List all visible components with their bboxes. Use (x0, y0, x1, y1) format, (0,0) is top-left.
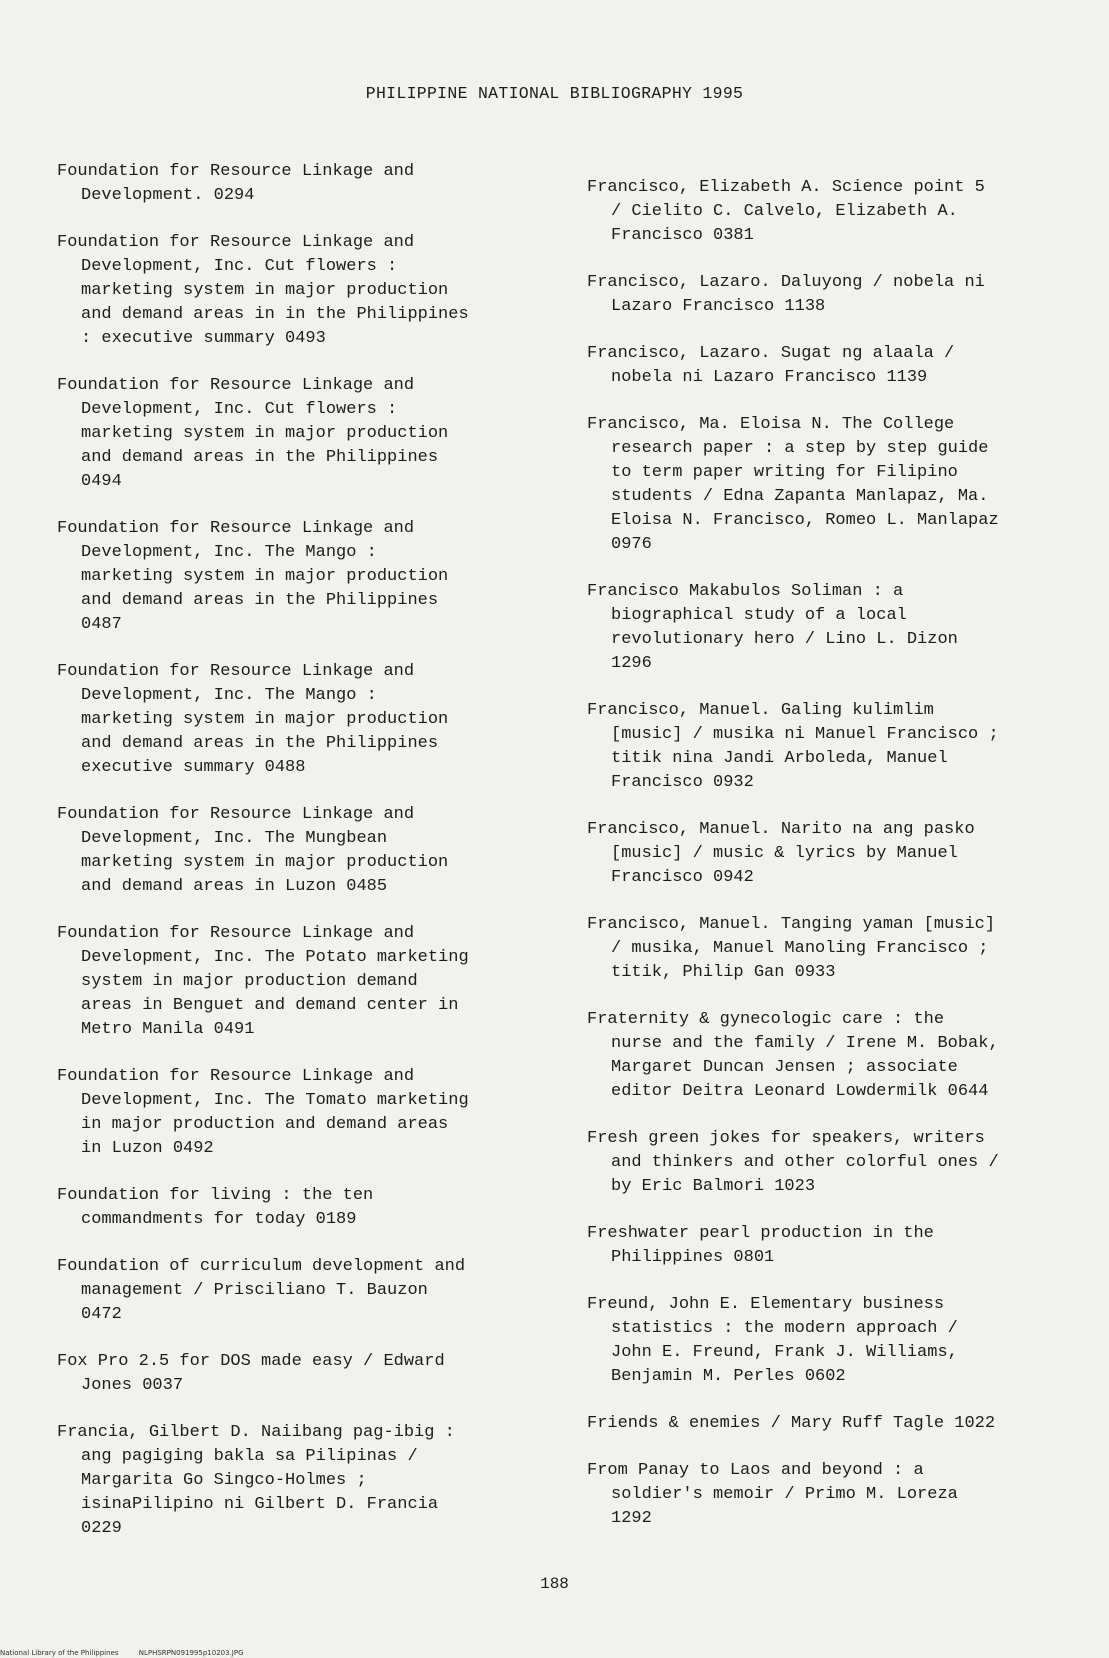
bibliography-entry: Francisco, Elizabeth A. Science point 5 / Cielito C. Calvelo, Elizabeth A. Francisco 0381 (587, 178, 985, 245)
bibliography-entry: Foundation for living : the ten commandments for today 0189 (57, 1186, 374, 1229)
footer-library: National Library of the Philippines (0, 1649, 119, 1657)
bibliography-entry: From Panay to Laos and beyond : a soldier's memoir / Primo M. Loreza 1292 (587, 1461, 958, 1528)
bibliography-entry: Foundation for Resource Linkage and Development, Inc. The Mango : marketing system in major production and demand areas in the Philippines 0487 (57, 519, 449, 634)
bibliography-entry: Foundation for Resource Linkage and Development, Inc. The Tomato marketing in major production and demand areas in Luzon 0492 (57, 1067, 469, 1158)
left-column (57, 160, 562, 1564)
bibliography-entry: Foundation for Resource Linkage and Development, Inc. Cut flowers : marketing system in major production and demand areas in in the Philippines : executive summary 0493 (57, 233, 469, 348)
bibliography-entry: Foundation for Resource Linkage and Development, Inc. The Mango : marketing system in major production and demand areas in the Philippines executive summary 0488 (57, 662, 449, 777)
page-title: PHILIPPINE NATIONAL BIBLIOGRAPHY 1995 (365, 84, 744, 103)
bibliography-entry: Francisco, Ma. Eloisa N. The College research paper : a step by step guide to term paper writing for Filipino students / Edna Zapanta Manlapaz, Ma. Eloisa N. Francisco, Romeo L. Manlapaz 0976 (587, 415, 999, 554)
bibliography-entry: Foundation of curriculum development and management / Prisciliano T. Bauzon 0472 (57, 1257, 466, 1324)
bibliography-entry: Fox Pro 2.5 for DOS made easy / Edward Jones 0037 (57, 1352, 445, 1395)
bibliography-entry: Francia, Gilbert D. Naiibang pag-ibig : ang pagiging bakla sa Pilipinas / Margarita Go Singco-Holmes ; isinaPilipino ni Gilbert D. Francia 0229 (57, 1423, 455, 1538)
bibliography-entry: Francisco Makabulos Soliman : a biographical study of a local revolutionary hero / Lino L. Dizon 1296 (587, 582, 958, 673)
bibliography-entry: Foundation for Resource Linkage and Development. 0294 (57, 162, 415, 205)
bibliography-entry: Francisco, Manuel. Galing kulimlim [music] / musika ni Manuel Francisco ; titik nina Jandi Arboleda, Manuel Francisco 0932 (587, 701, 999, 792)
bibliography-entry: Foundation for Resource Linkage and Development, Inc. The Potato marketing system in major production demand areas in Benguet and demand center in Metro Manila 0491 (57, 924, 469, 1039)
bibliography-entry: Francisco, Manuel. Tanging yaman [music] / musika, Manuel Manoling Francisco ; titik, Philip Gan 0933 (587, 915, 996, 982)
right-column (587, 176, 1087, 1554)
bibliography-entry: Foundation for Resource Linkage and Development, Inc. The Mungbean marketing system in major production and demand areas in Luzon 0485 (57, 805, 449, 896)
bibliography-entry: Francisco, Manuel. Narito na ang pasko [music] / music & lyrics by Manuel Francisco 0942 (587, 820, 975, 887)
bibliography-entry: Foundation for Resource Linkage and Development, Inc. Cut flowers : marketing system in major production and demand areas in the Philippines 0494 (57, 376, 449, 491)
bibliography-entry: Francisco, Lazaro. Sugat ng alaala / nobela ni Lazaro Francisco 1139 (587, 344, 955, 387)
scan-footer (0, 1649, 262, 1657)
bibliography-entry: Fraternity & gynecologic care : the nurse and the family / Irene M. Bobak, Margaret Duncan Jensen ; associate editor Deitra Leonard Lowdermilk 0644 (587, 1010, 999, 1101)
bibliography-entry: Freund, John E. Elementary business statistics : the modern approach / John E. Freund, Frank J. Williams, Benjamin M. Perles 0602 (587, 1295, 958, 1386)
bibliography-entry: Friends & enemies / Mary Ruff Tagle 1022 (587, 1414, 996, 1433)
bibliography-entry: Francisco, Lazaro. Daluyong / nobela ni Lazaro Francisco 1138 (587, 273, 985, 316)
footer-file: NLPHSRPN091995p10203.JPG (138, 1649, 244, 1657)
page-number: 188 (540, 1575, 569, 1593)
bibliography-entry: Freshwater pearl production in the Philippines 0801 (587, 1224, 934, 1267)
bibliography-entry: Fresh green jokes for speakers, writers and thinkers and other colorful ones / by Eric Balmori 1023 (587, 1129, 999, 1196)
